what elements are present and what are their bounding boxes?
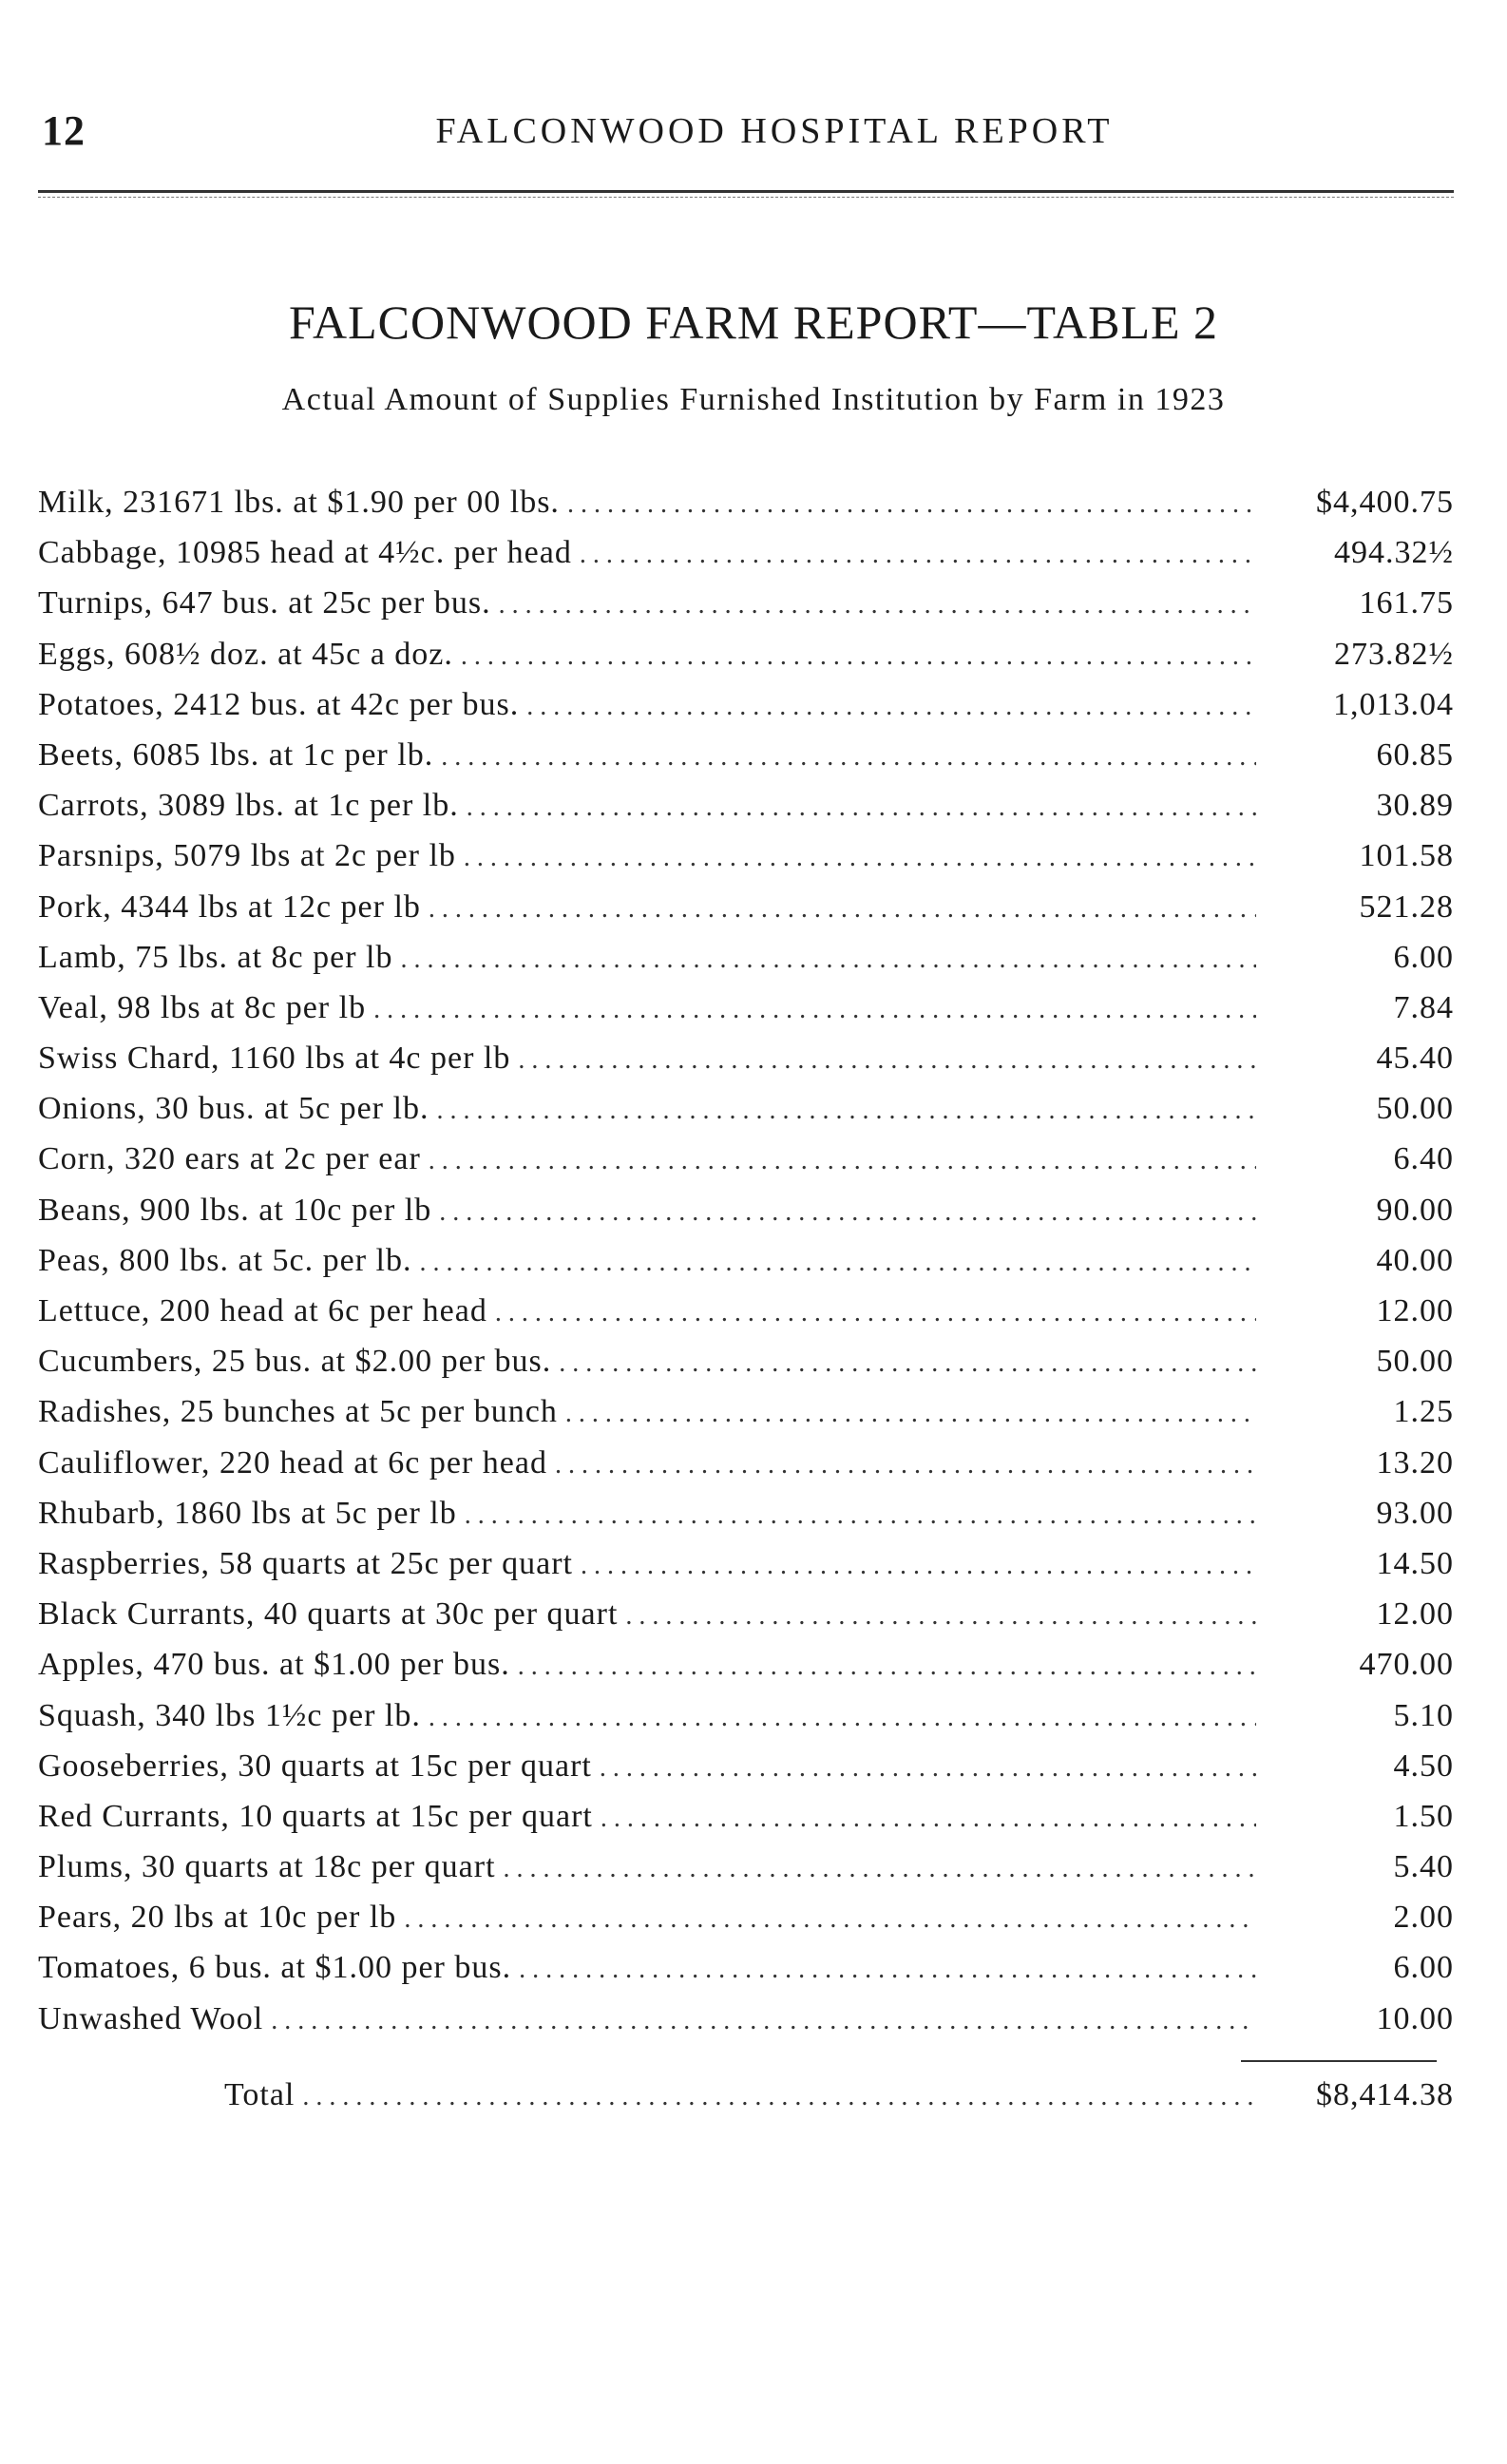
supply-description: Beans, 900 lbs. at 10c per lb — [38, 1192, 432, 1228]
supply-description: Squash, 340 lbs 1½c per lb. — [38, 1697, 421, 1733]
supply-amount: 4.50 — [1393, 1748, 1454, 1784]
supply-amount: 12.00 — [1376, 1596, 1454, 1633]
supply-description: Tomatoes, 6 bus. at $1.00 per bus. — [38, 1950, 512, 1986]
supply-row — [38, 1041, 1454, 1091]
running-header — [38, 106, 1473, 163]
supply-row — [38, 1496, 1454, 1546]
supply-description: Cabbage, 10985 head at 4½c. per head — [38, 535, 572, 571]
supply-description: Gooseberries, 30 quarts at 15c per quart — [38, 1748, 592, 1784]
supply-row — [38, 1546, 1454, 1596]
supply-row — [38, 1243, 1454, 1293]
dot-leader — [420, 1248, 1257, 1278]
supply-amount: 13.20 — [1376, 1444, 1454, 1480]
page-number: 12 — [42, 107, 86, 154]
dot-leader — [526, 692, 1256, 722]
supply-amount: 521.28 — [1359, 888, 1454, 925]
dot-leader — [436, 1096, 1256, 1126]
supply-row — [38, 737, 1454, 788]
supply-row — [38, 1950, 1454, 2000]
table-title: FALCONWOOD FARM REPORT—TABLE 2 — [288, 296, 1219, 349]
dot-leader — [518, 1045, 1256, 1076]
dot-leader — [464, 843, 1256, 873]
supply-row — [38, 788, 1454, 838]
dot-leader — [559, 1348, 1256, 1379]
supply-description: Rhubarb, 1860 lbs at 5c per lb — [38, 1495, 457, 1531]
supply-description: Beets, 6085 lbs. at 1c per lb. — [38, 736, 434, 773]
dot-leader — [439, 1197, 1256, 1228]
dot-leader — [461, 641, 1256, 672]
dot-leader — [404, 1904, 1256, 1935]
supply-row — [38, 1193, 1454, 1243]
dot-leader — [581, 1551, 1256, 1581]
supply-description: Parsnips, 5079 lbs at 2c per lb — [38, 838, 456, 874]
supply-amount: 12.00 — [1376, 1293, 1454, 1328]
supply-amount: 1.50 — [1393, 1798, 1454, 1834]
total-row — [224, 2077, 1454, 2128]
supply-description: Peas, 800 lbs. at 5c. per lb. — [38, 1242, 412, 1278]
dot-leader — [400, 945, 1256, 975]
supply-description: Turnips, 647 bus. at 25c per bus. — [38, 585, 491, 621]
supply-amount: 6.00 — [1393, 939, 1454, 975]
supply-description: Corn, 320 ears at 2c per ear — [38, 1141, 421, 1177]
supply-row — [38, 990, 1454, 1041]
supply-amount: 161.75 — [1359, 585, 1454, 621]
dot-leader — [565, 1399, 1256, 1429]
supply-row — [38, 1445, 1454, 1496]
supply-row — [38, 1748, 1454, 1799]
dot-leader — [555, 1450, 1256, 1480]
supply-amount: 1.25 — [1393, 1394, 1454, 1430]
supply-description: Lamb, 75 lbs. at 8c per lb — [38, 939, 393, 975]
supply-description: Pears, 20 lbs at 10c per lb — [38, 1900, 397, 1936]
supply-description: Unwashed Wool — [38, 2000, 264, 2036]
dot-leader — [441, 742, 1256, 773]
dot-leader — [580, 540, 1256, 570]
running-title: FALCONWOOD HOSPITAL REPORT — [435, 111, 1114, 151]
supply-row — [38, 1647, 1454, 1697]
dot-leader — [429, 1146, 1256, 1176]
supply-description: Veal, 98 lbs at 8c per lb — [38, 989, 367, 1025]
dot-leader — [504, 1854, 1256, 1884]
header-rule-dashed — [38, 197, 1454, 198]
table-subtitle: Actual Amount of Supplies Furnished Institution by Farm in 1923 — [281, 382, 1226, 417]
supply-amount: $4,400.75 — [1316, 485, 1454, 520]
dot-leader — [429, 894, 1256, 925]
supply-description: Eggs, 608½ doz. at 45c a doz. — [38, 636, 453, 672]
supply-description: Swiss Chard, 1160 lbs at 4c per lb — [38, 1041, 511, 1077]
supply-row — [38, 838, 1454, 888]
dot-leader — [625, 1601, 1256, 1632]
dot-leader — [495, 1298, 1256, 1328]
supply-amount: 60.85 — [1376, 736, 1454, 773]
supply-description: Black Currants, 40 quarts at 30c per quart — [38, 1596, 619, 1633]
supply-row — [38, 1141, 1454, 1192]
supply-description: Potatoes, 2412 bus. at 42c per bus. — [38, 686, 520, 722]
supply-amount: 470.00 — [1359, 1647, 1454, 1683]
supply-description: Radishes, 25 bunches at 5c per bunch — [38, 1394, 558, 1430]
supply-description: Carrots, 3089 lbs. at 1c per lb. — [38, 788, 459, 824]
supply-amount: 273.82½ — [1334, 636, 1454, 672]
dot-leader — [600, 1753, 1256, 1784]
supply-amount: 30.89 — [1376, 788, 1454, 824]
supply-description: Red Currants, 10 quarts at 15c per quart — [38, 1798, 593, 1834]
supply-row — [38, 1596, 1454, 1647]
supply-row — [38, 940, 1454, 990]
supply-amount: 5.40 — [1393, 1849, 1454, 1885]
supply-amount: 50.00 — [1376, 1091, 1454, 1127]
dot-leader — [519, 1955, 1256, 1985]
total-amount: $8,414.38 — [1316, 2077, 1454, 2112]
dot-leader — [567, 489, 1256, 520]
supply-row — [38, 637, 1454, 687]
supply-row — [38, 1799, 1454, 1849]
supply-amount: 40.00 — [1376, 1242, 1454, 1278]
supply-amount: 7.84 — [1393, 989, 1454, 1025]
supply-amount: 10.00 — [1376, 2000, 1454, 2036]
dot-leader — [271, 2006, 1256, 2036]
supply-description: Onions, 30 bus. at 5c per lb. — [38, 1091, 429, 1127]
supply-amount: 494.32½ — [1334, 535, 1454, 571]
dot-leader — [518, 1652, 1256, 1682]
supply-row — [38, 1091, 1454, 1141]
supply-amount: 50.00 — [1376, 1344, 1454, 1380]
supply-description: Lettuce, 200 head at 6c per head — [38, 1293, 487, 1328]
supply-row — [38, 687, 1454, 737]
supply-row — [38, 1900, 1454, 1950]
supply-row — [38, 1293, 1454, 1344]
dot-leader — [601, 1804, 1256, 1834]
supply-row — [38, 585, 1454, 636]
supply-amount: 6.40 — [1393, 1141, 1454, 1177]
supply-row — [38, 485, 1454, 535]
supply-row — [38, 535, 1454, 585]
supply-amount: 6.00 — [1393, 1950, 1454, 1986]
dot-leader — [465, 1500, 1256, 1531]
supply-description: Pork, 4344 lbs at 12c per lb — [38, 888, 421, 925]
supply-row — [38, 1698, 1454, 1748]
supply-description: Cauliflower, 220 head at 6c per head — [38, 1444, 547, 1480]
supply-row — [38, 889, 1454, 940]
supply-row — [38, 1849, 1454, 1900]
dot-leader — [499, 590, 1256, 621]
total-rule — [1241, 2060, 1437, 2062]
supply-amount: 14.50 — [1376, 1545, 1454, 1581]
total-label: Total — [224, 2077, 296, 2112]
supply-amount: 2.00 — [1393, 1900, 1454, 1936]
dot-leader — [467, 793, 1256, 823]
header-rule — [38, 190, 1454, 193]
supply-amount: 45.40 — [1376, 1041, 1454, 1077]
supply-description: Milk, 231671 lbs. at $1.90 per 00 lbs. — [38, 485, 560, 520]
supply-description: Apples, 470 bus. at $1.00 per bus. — [38, 1647, 510, 1683]
supply-amount: 101.58 — [1359, 838, 1454, 874]
supply-amount: 90.00 — [1376, 1192, 1454, 1228]
supply-row — [38, 1344, 1454, 1394]
dot-leader — [429, 1703, 1256, 1733]
supply-description: Plums, 30 quarts at 18c per quart — [38, 1849, 496, 1885]
supply-amount: 93.00 — [1376, 1495, 1454, 1531]
supply-description: Raspberries, 58 quarts at 25c per quart — [38, 1545, 573, 1581]
dot-leader — [302, 2082, 1256, 2112]
supply-description: Cucumbers, 25 bus. at $2.00 per bus. — [38, 1344, 552, 1380]
supply-row — [38, 1394, 1454, 1444]
dot-leader — [373, 995, 1256, 1025]
supply-amount: 5.10 — [1393, 1697, 1454, 1733]
supplies-list — [38, 485, 1454, 2052]
supply-row — [38, 2001, 1454, 2052]
supply-amount: 1,013.04 — [1333, 686, 1454, 722]
